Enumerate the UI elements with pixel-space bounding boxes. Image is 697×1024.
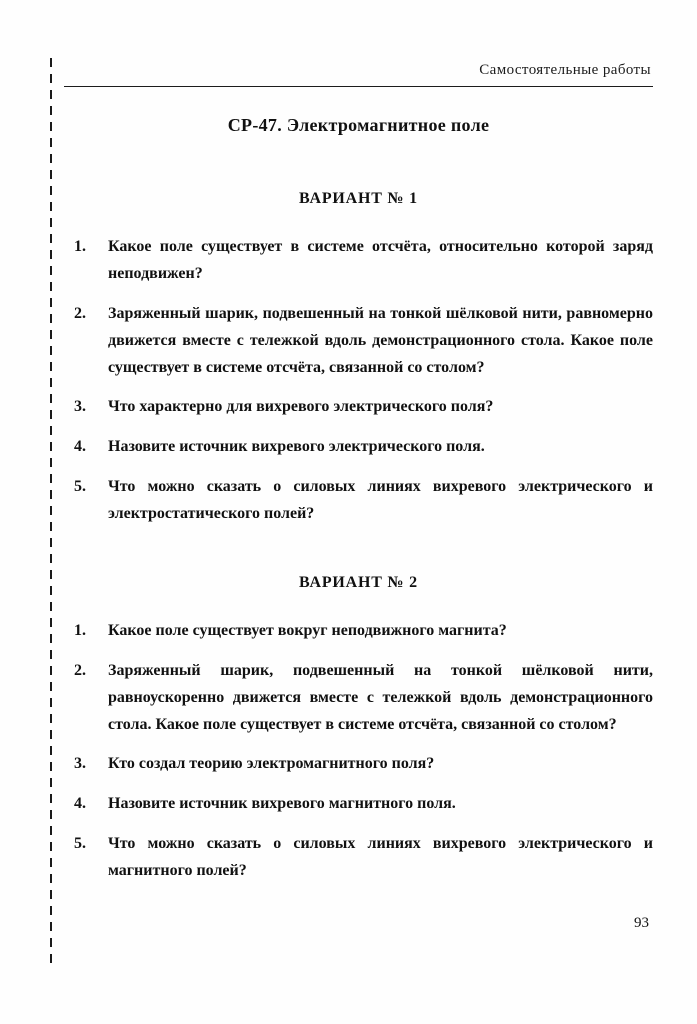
variant-1-questions bbox=[64, 234, 653, 528]
question-text: Назовите источник вихревого электрического поля. bbox=[108, 438, 485, 456]
question-text: Какое поле существует вокруг неподвижного магнита? bbox=[108, 621, 507, 639]
question-text: Какое поле существует в системе отсчёта, относительно которой заряд неподвижен? bbox=[108, 238, 653, 282]
question-item bbox=[64, 301, 653, 382]
question-text: Кто создал теорию электромагнитного поля? bbox=[108, 755, 435, 773]
question-item bbox=[64, 751, 653, 778]
question-item bbox=[64, 434, 653, 461]
variant-2-section bbox=[64, 574, 653, 885]
worksheet-title: СР-47. Электромагнитное поле bbox=[227, 115, 490, 135]
question-item bbox=[64, 394, 653, 421]
header-rule bbox=[64, 86, 653, 87]
question-text: Заряженный шарик, подвешенный на тонкой шёлковой нити, равномерно движется вместе с тележкой вдоль демонстрационного стола. Какое поле существует в системе отсчёта, связанной со столом? bbox=[108, 304, 653, 376]
question-item bbox=[64, 618, 653, 645]
variant-1-heading: ВАРИАНТ № 1 bbox=[299, 190, 418, 207]
question-number: 5. bbox=[74, 478, 86, 496]
question-item bbox=[64, 234, 653, 288]
question-number: 3. bbox=[74, 755, 86, 773]
question-number: 3. bbox=[74, 398, 86, 416]
variant-1-section bbox=[64, 190, 653, 528]
question-text: Что можно сказать о силовых линиях вихревого электрического и электростатического полей? bbox=[108, 478, 653, 522]
page-content bbox=[64, 62, 653, 932]
question-text: Что характерно для вихревого электрического поля? bbox=[108, 398, 494, 416]
question-text: Заряженный шарик, подвешенный на тонкой шёлковой нити, равноускоренно движется вместе с тележкой вдоль демонстрационного стола. Какое поле существует в системе отсчёта, связанной со столом? bbox=[108, 661, 653, 733]
question-text: Назовите источник вихревого магнитного поля. bbox=[108, 795, 456, 813]
variant-2-questions bbox=[64, 618, 653, 885]
question-number: 1. bbox=[74, 238, 86, 255]
question-number: 4. bbox=[74, 795, 86, 813]
question-number: 2. bbox=[74, 661, 86, 679]
variant-2-heading: ВАРИАНТ № 2 bbox=[299, 573, 418, 591]
question-text: Что можно сказать о силовых линиях вихревого электрического и магнитного полей? bbox=[108, 835, 653, 879]
question-number: 4. bbox=[74, 438, 86, 456]
question-item bbox=[64, 658, 653, 739]
question-item bbox=[64, 831, 653, 885]
dashed-binding-line bbox=[50, 58, 52, 964]
question-number: 5. bbox=[74, 835, 86, 853]
question-number: 2. bbox=[74, 304, 86, 322]
page-number: 93 bbox=[634, 914, 649, 931]
question-item bbox=[64, 474, 653, 528]
running-head: Самостоятельные работы bbox=[479, 62, 651, 78]
question-item bbox=[64, 791, 653, 818]
question-number: 1. bbox=[74, 621, 86, 639]
